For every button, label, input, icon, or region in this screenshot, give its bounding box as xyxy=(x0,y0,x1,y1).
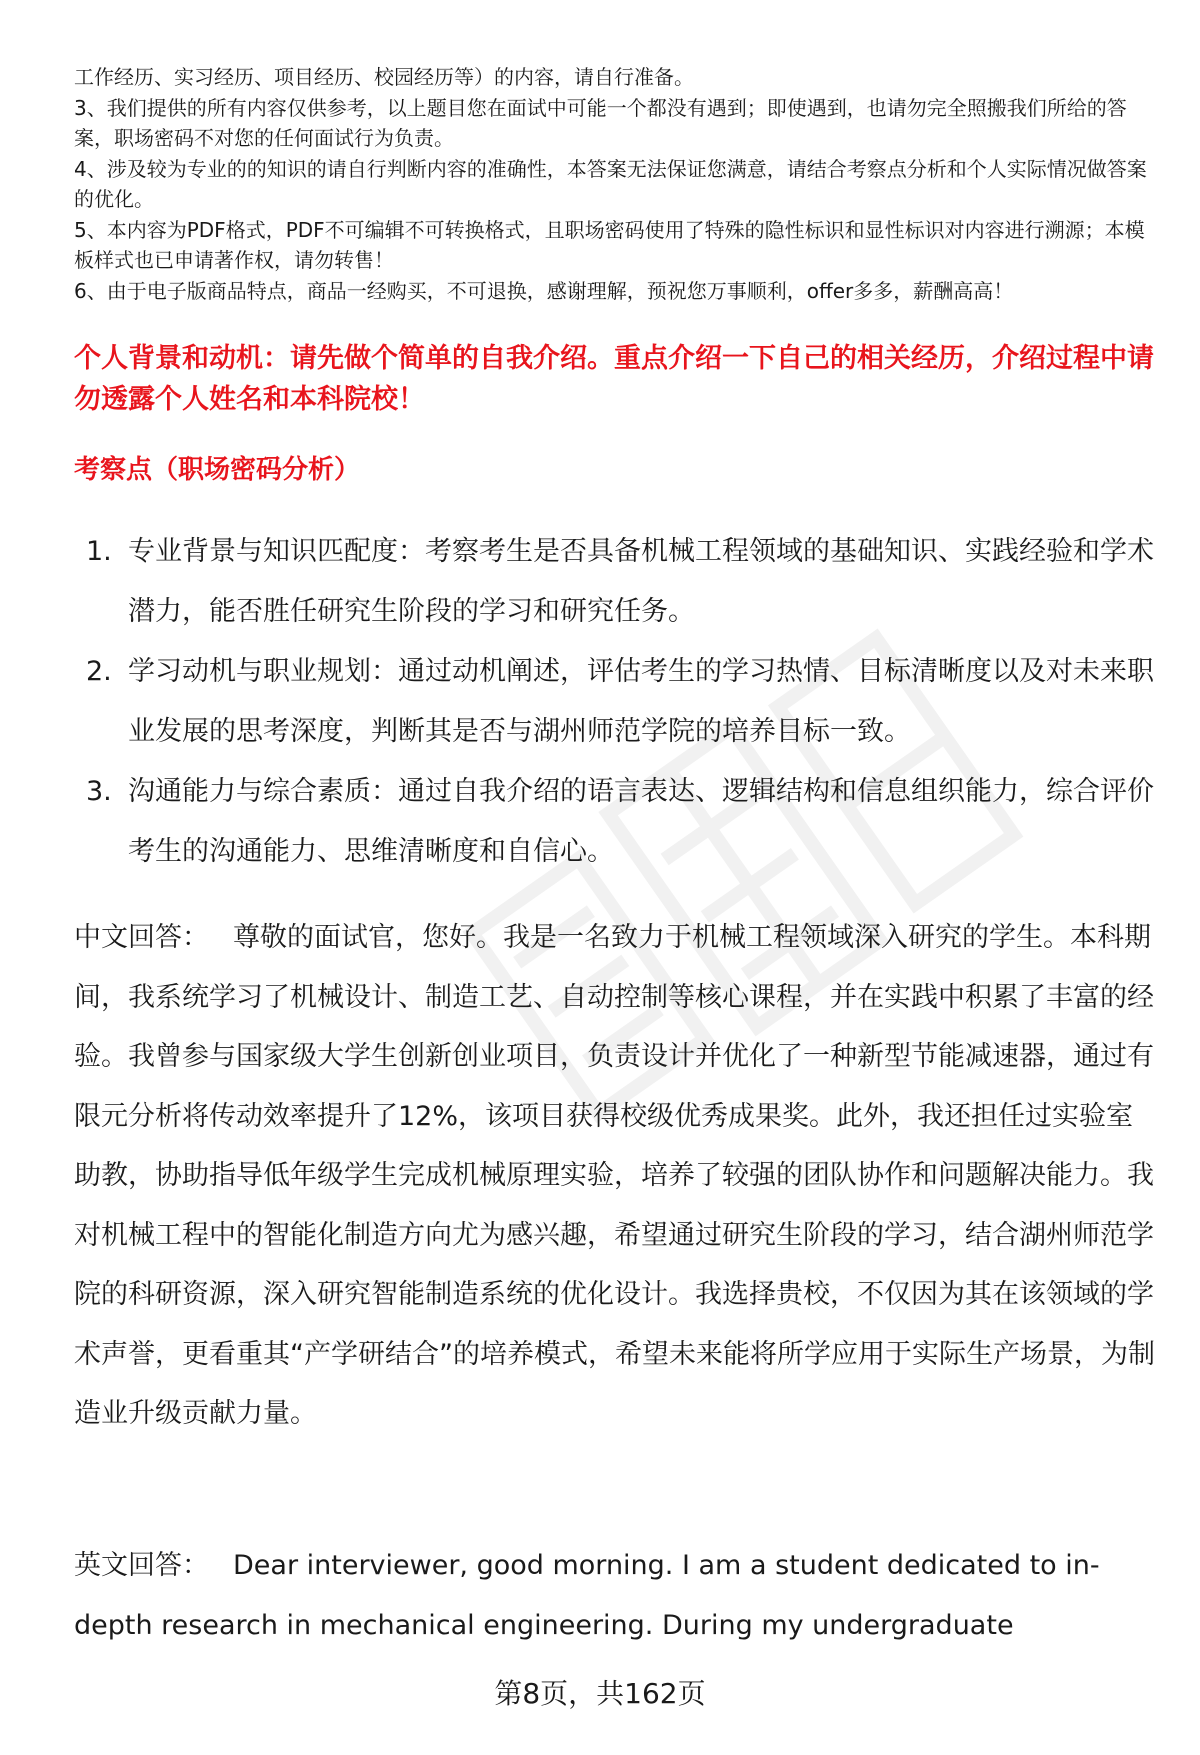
answer-english-label: 英文回答： xyxy=(74,1550,209,1581)
analysis-title: 考察点（职场密码分析） xyxy=(74,455,361,485)
list-item xyxy=(74,522,1154,642)
list-item-text: 沟通能力与综合素质：通过自我介绍的语言表达、逻辑结构和信息组织能力，综合评价考生的沟通能力、思维清晰度和自信心。 xyxy=(128,776,1154,867)
answer-chinese xyxy=(74,908,1156,1444)
note-line: 3、我们提供的所有内容仅供参考，以上题目您在面试中可能一个都没有遇到；即使遇到，也请勿完全照搬我们所给的答案，职场密码不对您的任何面试行为负责。 xyxy=(74,95,1127,150)
answer-english xyxy=(74,1536,1156,1655)
list-item-number: 3. xyxy=(86,776,112,807)
note-line: 4、涉及较为专业的的知识的请自行判断内容的准确性，本答案无法保证您满意，请结合考察点分析和个人实际情况做答案的优化。 xyxy=(74,156,1147,211)
list-item xyxy=(74,762,1154,882)
notes-section xyxy=(74,62,1154,306)
list-item-text: 学习动机与职业规划：通过动机阐述，评估考生的学习热情、目标清晰度以及对未来职业发展的思考深度，判断其是否与湖州师范学院的培养目标一致。 xyxy=(128,656,1154,747)
answer-chinese-text: 尊敬的面试官，您好。我是一名致力于机械工程领域深入研究的学生。本科期间，我系统学习了机械设计、制造工艺、自动控制等核心课程，并在实践中积累了丰富的经验。我曾参与国家级大学生创新创业项目，负责设计并优化了一种新型节能减速器，通过有限元分析将传动效率提升了12%，该项目获得校级优秀成果奖。此外，我还担任过实验室助教，协助指导低年级学生完成机械原理实验，培养了较强的团队协作和问题解决能力。我对机械工程中的智能化制造方向尤为感兴趣，希望通过研究生阶段的学习，结合湖州师范学院的科研资源，深入研究智能制造系统的优化设计。我选择贵校，不仅因为其在该领域的学术声誉，更看重其“产学研结合”的培养模式，希望未来能将所学应用于实际生产场景，为制造业升级贡献力量。 xyxy=(74,922,1155,1429)
page-number-footer: 第8页，共162页 xyxy=(494,1677,706,1710)
list-item-number: 2. xyxy=(86,656,112,687)
answer-english-text: Dear interviewer, good morning. I am a student dedicated to in-depth research in mechanical engineering. During my undergraduate xyxy=(74,1550,1100,1641)
note-line: 工作经历、实习经历、项目经历、校园经历等）的内容，请自行准备。 xyxy=(74,65,694,89)
answer-chinese-label: 中文回答： xyxy=(74,922,209,953)
note-line: 5、本内容为PDF格式，PDF不可编辑不可转换格式，且职场密码使用了特殊的隐性标识和显性标识对内容进行溯源；本模板样式也已申请著作权，请勿转售！ xyxy=(74,217,1145,272)
list-item-text: 专业背景与知识匹配度：考察考生是否具备机械工程领域的基础知识、实践经验和学术潜力，能否胜任研究生阶段的学习和研究任务。 xyxy=(128,536,1154,627)
list-item xyxy=(74,642,1154,762)
note-line: 6、由于电子版商品特点，商品一经购买，不可退换，感谢理解，预祝您万事顺利，offer多多，薪酬高高！ xyxy=(74,278,1014,303)
analysis-points-list xyxy=(74,522,1154,882)
question-heading: 个人背景和动机：请先做个简单的自我介绍。重点介绍一下自己的相关经历，介绍过程中请勿透露个人姓名和本科院校！ xyxy=(74,343,1154,415)
list-item-number: 1. xyxy=(86,536,112,567)
